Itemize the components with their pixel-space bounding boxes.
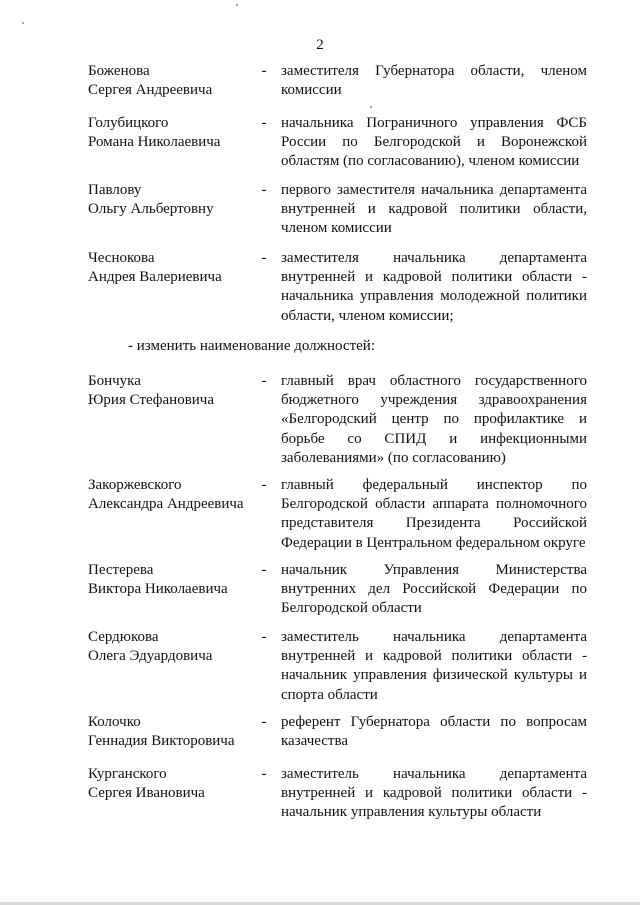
person-name [88, 765, 258, 803]
position-text: главный федеральный инспектор по Белгородской области аппарата полномочного представителя Президента Российской Федерации в Центральном федеральном округе [281, 477, 587, 551]
dash-separator: - [261, 766, 267, 782]
position-text: заместителя начальника департамента внутренней и кадровой политики области - начальника управления молодежной политики области, членом комиссии; [281, 250, 587, 324]
given-names: Сергея Ивановича [88, 785, 205, 802]
surname: Сердюкова [88, 629, 159, 645]
given-names: Романа Николаевича [88, 134, 221, 151]
given-names: Александра Андреевича [88, 496, 244, 513]
person-name [88, 181, 258, 219]
position-text: начальника Пограничного управления ФСБ России по Белгородской и Воронежской областям (по согласованию), членом комиссии [281, 115, 587, 170]
dash-separator: - [261, 477, 267, 493]
scan-speck [22, 22, 24, 24]
surname: Бончука [88, 373, 141, 389]
given-names: Юрия Стефановича [88, 392, 215, 409]
position-text: референт Губернатора области по вопросам казачества [281, 714, 587, 750]
person-name [88, 713, 258, 751]
surname: Закоржевского [88, 477, 182, 493]
dash-separator: - [261, 714, 267, 730]
person-name [88, 628, 258, 666]
surname: Голубицкого [88, 115, 169, 131]
position-text: главный врач областного государственного бюджетного учреждения здравоохранения «Белгородский центр по профилактике и борьбе со СПИД и инфекционными заболеваниями» (по согласованию) [281, 373, 587, 466]
surname: Колочко [88, 714, 141, 730]
given-names: Геннадия Викторовича [88, 733, 235, 750]
person-name [88, 114, 258, 152]
person-name [88, 561, 258, 599]
surname: Курганского [88, 766, 167, 782]
person-name [88, 476, 258, 514]
dash-separator: - [261, 115, 267, 131]
position-text: начальник Управления Министерства внутренних дел Российской Федерации по Белгородской области [281, 562, 587, 617]
surname: Чеснокова [88, 250, 155, 266]
page-number: 2 [316, 37, 324, 53]
position-text: первого заместителя начальника департамента внутренней и кадровой политики области, членом комиссии [281, 182, 587, 237]
person-name [88, 62, 258, 100]
given-names: Андрея Валериевича [88, 269, 222, 286]
position-text: заместитель начальника департамента внутренней и кадровой политики области - начальник управления культуры области [281, 766, 587, 821]
given-names: Виктора Николаевича [88, 581, 228, 598]
person-name [88, 249, 258, 287]
position-text: заместитель начальника департамента внутренней и кадровой политики области - начальник управления физической культуры и спорта области [281, 629, 587, 703]
scan-speck [370, 106, 372, 108]
position-text: заместителя Губернатора области, членом комиссии [281, 63, 587, 99]
given-names: Олега Эдуардовича [88, 648, 213, 665]
person-name [88, 372, 258, 410]
surname: Боженова [88, 63, 150, 79]
scan-speck [236, 4, 238, 6]
dash-separator: - [261, 629, 267, 645]
dash-separator: - [261, 250, 267, 266]
surname: Павлову [88, 182, 142, 198]
dash-separator: - [261, 182, 267, 198]
given-names: Сергея Андреевича [88, 82, 213, 99]
dash-separator: - [261, 373, 267, 389]
section-label: - изменить наименование должностей: [128, 338, 375, 354]
given-names: Ольгу Альбертовну [88, 201, 214, 218]
dash-separator: - [261, 562, 267, 578]
surname: Пестерева [88, 562, 154, 578]
dash-separator: - [261, 63, 267, 79]
